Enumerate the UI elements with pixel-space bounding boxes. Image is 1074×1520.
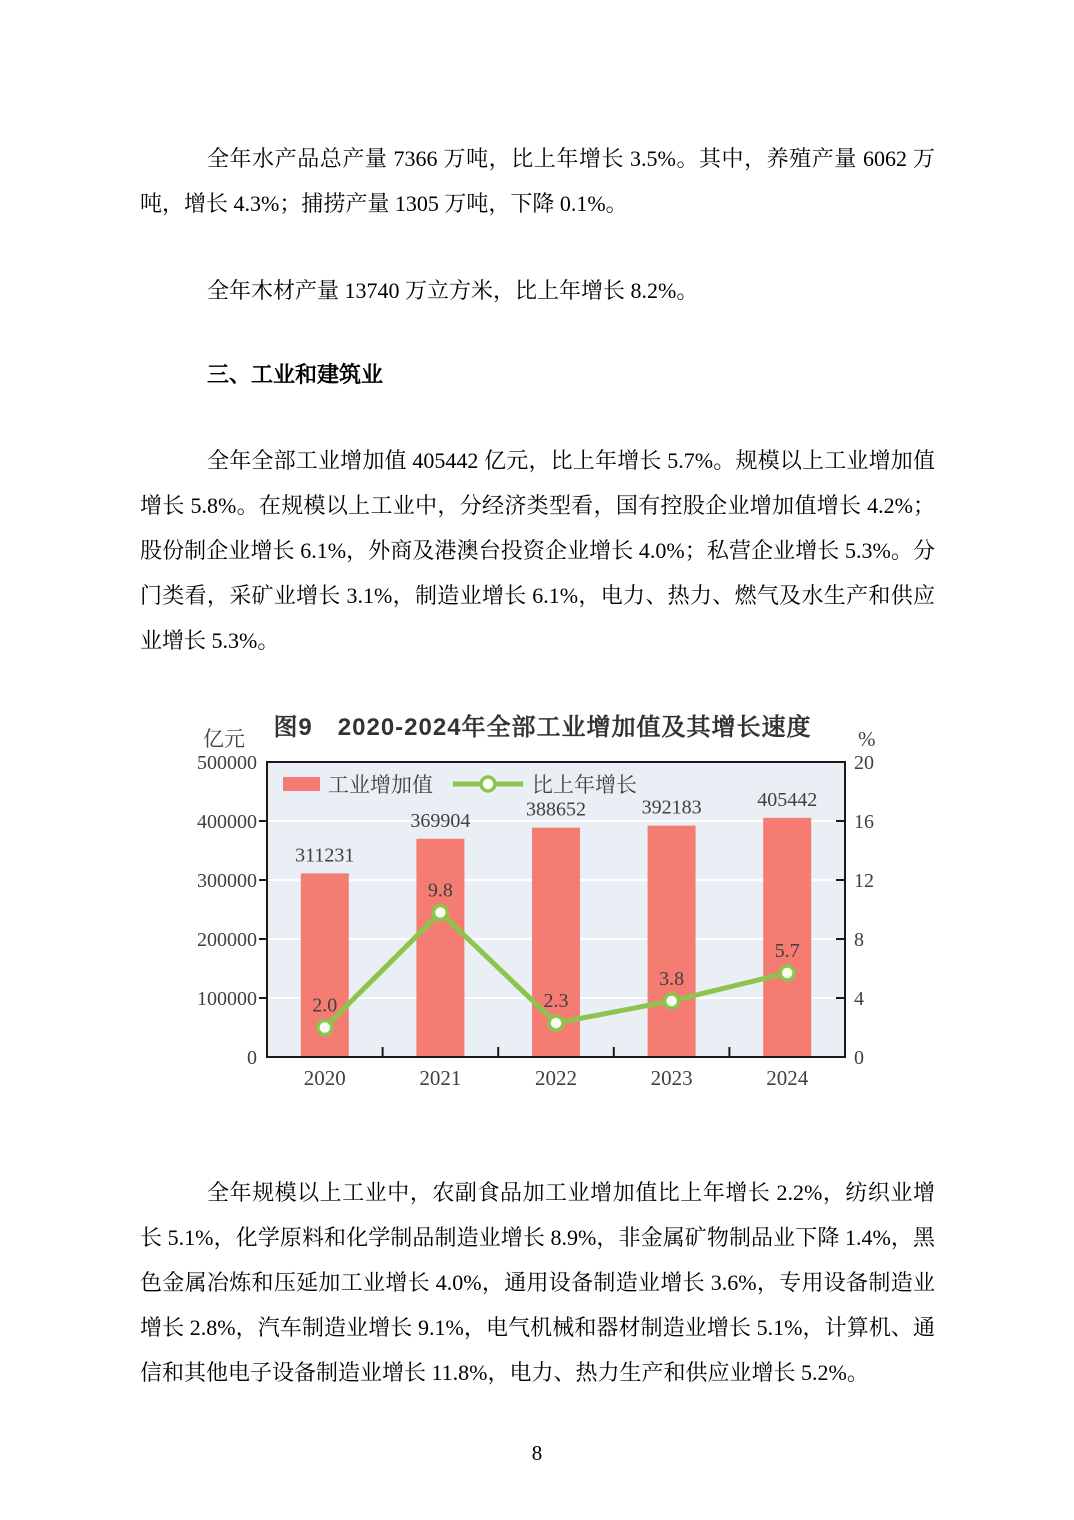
paragraph-timber-output: 全年木材产量 13740 万立方米，比上年增长 8.2%。 — [207, 278, 699, 303]
growth-line-marker — [549, 1016, 563, 1030]
right-axis-tick-label: 16 — [854, 811, 874, 833]
line-value-label: 3.8 — [659, 967, 685, 990]
right-axis-tick-label: 4 — [854, 988, 864, 1010]
paragraph-industry-sectors: 全年规模以上工业中，农副食品加工业增加值比上年增长 2.2%，纺织业增长 5.1%，化学原料和化学制品制造业增长 8.9%，非金属矿物制品业下降 1.4%，黑色金属冶炼和压延加工业增长 4.0%，通用设备制造业增长 3.6%，专用设备制造业增长 2.8%，汽车制造业增长 9.1%，电气机械和器材制造业增长 5.1%，计算机、通信和其他电子设备制造业增长 11.8%，电力、热力生产和供应业增长 5.2%。 — [140, 1180, 935, 1385]
line-value-label: 2.0 — [312, 994, 338, 1017]
x-axis-category-label: 2021 — [419, 1066, 462, 1090]
bar-value-label: 392183 — [641, 796, 702, 819]
right-axis-unit-label: % — [858, 727, 876, 751]
line-value-label: 9.8 — [427, 879, 453, 902]
growth-line-marker — [665, 994, 679, 1008]
left-axis-tick-label: 300000 — [197, 870, 257, 892]
paragraph-aquatic-products: 全年水产品总产量 7366 万吨，比上年增长 3.5%。其中，养殖产量 6062 万吨，增长 4.3%；捕捞产量 1305 万吨，下降 0.1%。 — [140, 146, 935, 216]
growth-line-marker — [780, 966, 794, 980]
left-axis-tick-label: 200000 — [197, 929, 257, 951]
x-axis-category-label: 2020 — [303, 1066, 346, 1090]
bar-2023 — [648, 826, 696, 1057]
section-heading-industry-construction: 三、工业和建筑业 — [207, 362, 384, 387]
x-axis-category-label: 2023 — [650, 1066, 693, 1090]
bar-2024 — [763, 818, 811, 1057]
legend-bar-swatch — [283, 777, 320, 791]
page-number: 8 — [531, 1441, 543, 1465]
bar-value-label: 311231 — [295, 844, 355, 867]
bar-value-label: 369904 — [410, 809, 471, 832]
legend-line-label: 比上年增长 — [532, 773, 637, 797]
bar-value-label: 388652 — [526, 798, 586, 821]
left-axis-tick-label: 400000 — [197, 811, 257, 833]
left-axis-unit-label: 亿元 — [203, 727, 245, 751]
bar-2021 — [416, 839, 464, 1057]
right-axis-tick-label: 20 — [854, 752, 874, 774]
right-axis-tick-label: 8 — [854, 929, 864, 951]
paragraph-industry-overview: 全年全部工业增加值 405442 亿元，比上年增长 5.7%。规模以上工业增加值增长 5.8%。在规模以上工业中，分经济类型看，国有控股企业增加值增长 4.2%；股份制企业增长 6.1%，外商及港澳台投资企业增长 4.0%；私营企业增长 5.3%。分门类看，采矿业增长 3.1%，制造业增长 6.1%，电力、热力、燃气及水生产和供应业增长 5.3%。 — [140, 448, 935, 653]
industrial-value-growth-chart — [185, 700, 900, 1100]
right-axis-tick-label: 0 — [854, 1047, 864, 1069]
right-axis-tick-label: 12 — [854, 870, 874, 892]
x-axis-category-label: 2024 — [766, 1066, 809, 1090]
line-value-label: 2.3 — [543, 990, 569, 1013]
bar-value-label: 405442 — [757, 788, 818, 811]
chart-title: 图9 2020-2024年全部工业增加值及其增长速度 — [273, 714, 812, 741]
legend-line-marker — [481, 777, 495, 791]
left-axis-tick-label: 0 — [247, 1047, 257, 1069]
left-axis-tick-label: 100000 — [197, 988, 257, 1010]
x-axis-category-label: 2022 — [535, 1066, 577, 1090]
line-value-label: 5.7 — [774, 939, 800, 962]
growth-line-marker — [433, 905, 447, 919]
legend-bar-label: 工业增加值 — [328, 773, 433, 797]
growth-line-marker — [318, 1021, 332, 1035]
left-axis-tick-label: 500000 — [197, 752, 257, 774]
